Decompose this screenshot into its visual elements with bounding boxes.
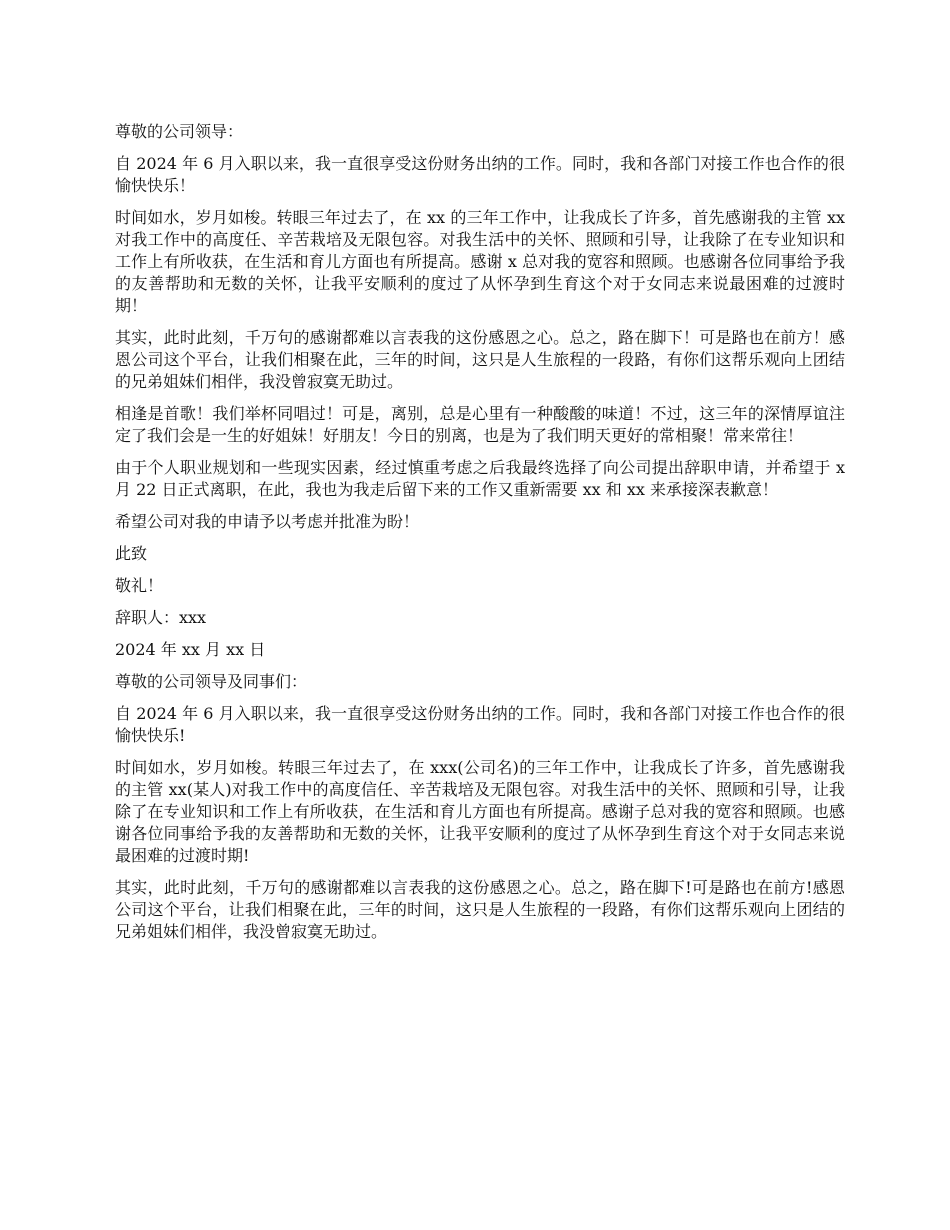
- body-paragraph: 由于个人职业规划和一些现实因素，经过慎重考虑之后我最终选择了向公司提出辞职申请，并希望于 x 月 22 日正式离职，在此，我也为我走后留下来的工作又重新需要 xx 和 xx 来承接深表歉意！: [115, 458, 845, 499]
- closing-line: 此致: [115, 544, 148, 563]
- closing-regards: 敬礼！: [115, 576, 164, 595]
- body-paragraph: 时间如水，岁月如梭。转眼三年过去了，在 xx 的三年工作中，让我成长了许多，首先感谢我的主管 xx 对我工作中的高度任、辛苦栽培及无限包容。对我生活中的关怀、照顾和引导，让我除了在专业知识和工作上有所收获，在生活和育儿方面也有所提高。感谢 x 总对我的宽容和照顾。也感谢各位同事给予我的友善帮助和无数的关怀，让我平安顺利的度过了从怀孕到生育这个对于女同志来说最困难的过渡时期！: [115, 208, 845, 315]
- document-page: [115, 121, 845, 953]
- signature-name: 辞职人：xxx: [115, 608, 207, 627]
- signature-date: 2024 年 xx 月 xx 日: [115, 640, 266, 659]
- body-paragraph: 相逢是首歌！我们举杯同唱过！可是，离别，总是心里有一种酸酸的味道！不过，这三年的深情厚谊注定了我们会是一生的好姐妹！好朋友！今日的别离，也是为了我们明天更好的常相聚！常来常往！: [115, 404, 845, 445]
- body-paragraph: 希望公司对我的申请予以考虑并批准为盼！: [115, 512, 420, 531]
- body-paragraph: 其实，此时此刻，千万句的感谢都难以言表我的这份感恩之心。总之，路在脚下!可是路也在前方!感恩公司这个平台，让我们相聚在此，三年的时间，这只是人生旅程的一段路，有你们这帮乐观向上团结的兄弟姐妹们相伴，我没曾寂寞无助过。: [115, 878, 845, 941]
- salutation-second: 尊敬的公司领导及同事们：: [115, 672, 308, 691]
- body-paragraph: 自 2024 年 6 月入职以来，我一直很享受这份财务出纳的工作。同时，我和各部门对接工作也合作的很愉快快乐！: [115, 154, 845, 195]
- body-paragraph: 自 2024 年 6 月入职以来，我一直很享受这份财务出纳的工作。同时，我和各部门对接工作也合作的很愉快快乐!: [115, 704, 845, 745]
- salutation: 尊敬的公司领导：: [115, 122, 244, 141]
- body-paragraph: 其实，此时此刻，千万句的感谢都难以言表我的这份感恩之心。总之，路在脚下！可是路也在前方！感恩公司这个平台，让我们相聚在此，三年的时间，这只是人生旅程的一段路，有你们这帮乐观向上团结的兄弟姐妹们相伴，我没曾寂寞无助过。: [115, 328, 845, 391]
- body-paragraph: 时间如水，岁月如梭。转眼三年过去了，在 xxx(公司名)的三年工作中，让我成长了许多，首先感谢我的主管 xx(某人)对我工作中的高度信任、辛苦栽培及无限包容。对我生活中的关怀、照顾和引导，让我除了在专业知识和工作上有所收获，在生活和育儿方面也有所提高。感谢子总对我的宽容和照顾。也感谢各位同事给予我的友善帮助和无数的关怀，让我平安顺利的度过了从怀孕到生育这个对于女同志来说最困难的过渡时期!: [115, 758, 845, 865]
